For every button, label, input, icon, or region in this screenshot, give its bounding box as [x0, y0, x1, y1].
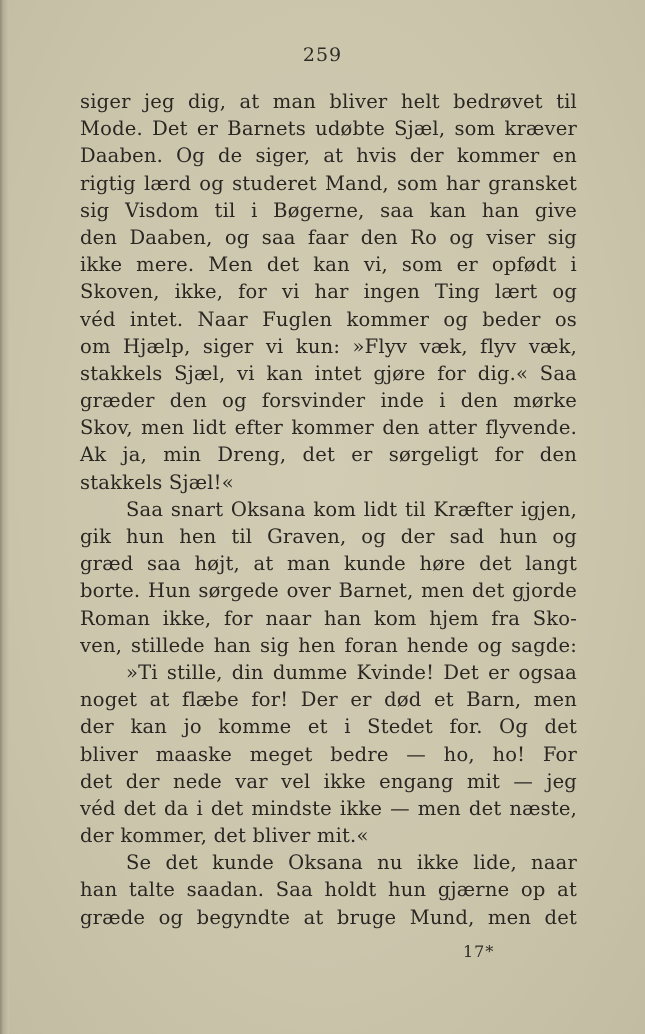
body-text	[80, 88, 577, 931]
text-line: ven, stillede han sig hen foran hende og sagde:	[80, 633, 577, 657]
paragraph-start-line: »Ti stille, din dumme Kvinde! Det er ogsaa	[126, 660, 577, 684]
signature-mark: 17*	[463, 942, 495, 961]
text-line: siger jeg dig, at man bliver helt bedrøvet til	[80, 90, 577, 113]
text-line: det der nede var vel ikke engang mit — jeg	[80, 769, 577, 793]
text-line: stakkels Sjæl, vi kan intet gjøre for dig.« Saa	[80, 361, 577, 385]
text-line: Skoven, ikke, for vi har ingen Ting lært og	[80, 280, 577, 304]
text-line: véd intet. Naar Fuglen kommer og beder os	[80, 307, 577, 331]
text-line: den Daaben, og saa faar den Ro og viser sig	[80, 225, 577, 249]
text-line: græder den og forsvinder inde i den mørke	[80, 389, 577, 413]
page-binding-edge	[0, 0, 9, 1034]
text-line: ikke mere. Men det kan vi, som er opfødt i	[80, 253, 577, 277]
text-line: Roman ikke, for naar han kom hjem fra Sko-	[80, 606, 577, 630]
paragraph-start-line: Se det kunde Oksana nu ikke lide, naar	[126, 851, 577, 875]
text-line: Skov, men lidt efter kommer den atter flyvende.	[80, 416, 577, 440]
text-line: noget at flæbe for! Der er død et Barn, men	[80, 688, 577, 712]
text-line: stakkels Sjæl!«	[80, 470, 234, 494]
text-line: Ak ja, min Dreng, det er sørgeligt for den	[80, 443, 577, 467]
text-line: græd saa højt, at man kunde høre det langt	[80, 552, 577, 576]
text-line: der kan jo komme et i Stedet for. Og det	[80, 715, 577, 739]
page-number: 259	[302, 44, 343, 66]
text-line: véd det da i det mindste ikke — men det næste,	[80, 796, 577, 820]
text-line: rigtig lærd og studeret Mand, som har gransket	[80, 171, 577, 195]
text-line: om Hjælp, siger vi kun: »Flyv væk, flyv væk,	[80, 334, 577, 358]
text-line: Mode. Det er Barnets udøbte Sjæl, som kræver	[80, 117, 577, 141]
text-line: græde og begyndte at bruge Mund, men det	[80, 905, 577, 929]
text-line: han talte saadan. Saa holdt hun gjærne op at	[80, 878, 577, 902]
text-line: gik hun hen til Graven, og der sad hun og	[80, 525, 577, 548]
text-line: der kommer, det bliver mit.«	[80, 824, 369, 848]
text-line: borte. Hun sørgede over Barnet, men det gjorde	[80, 579, 577, 603]
text-line: sig Visdom til i Bøgerne, saa kan han give	[80, 198, 577, 222]
text-line: Daaben. Og de siger, at hvis der kommer en	[80, 144, 577, 168]
text-line: bliver maaske meget bedre — ho, ho! For	[80, 742, 577, 766]
paragraph-start-line: Saa snart Oksana kom lidt til Kræfter igjen,	[126, 497, 577, 521]
